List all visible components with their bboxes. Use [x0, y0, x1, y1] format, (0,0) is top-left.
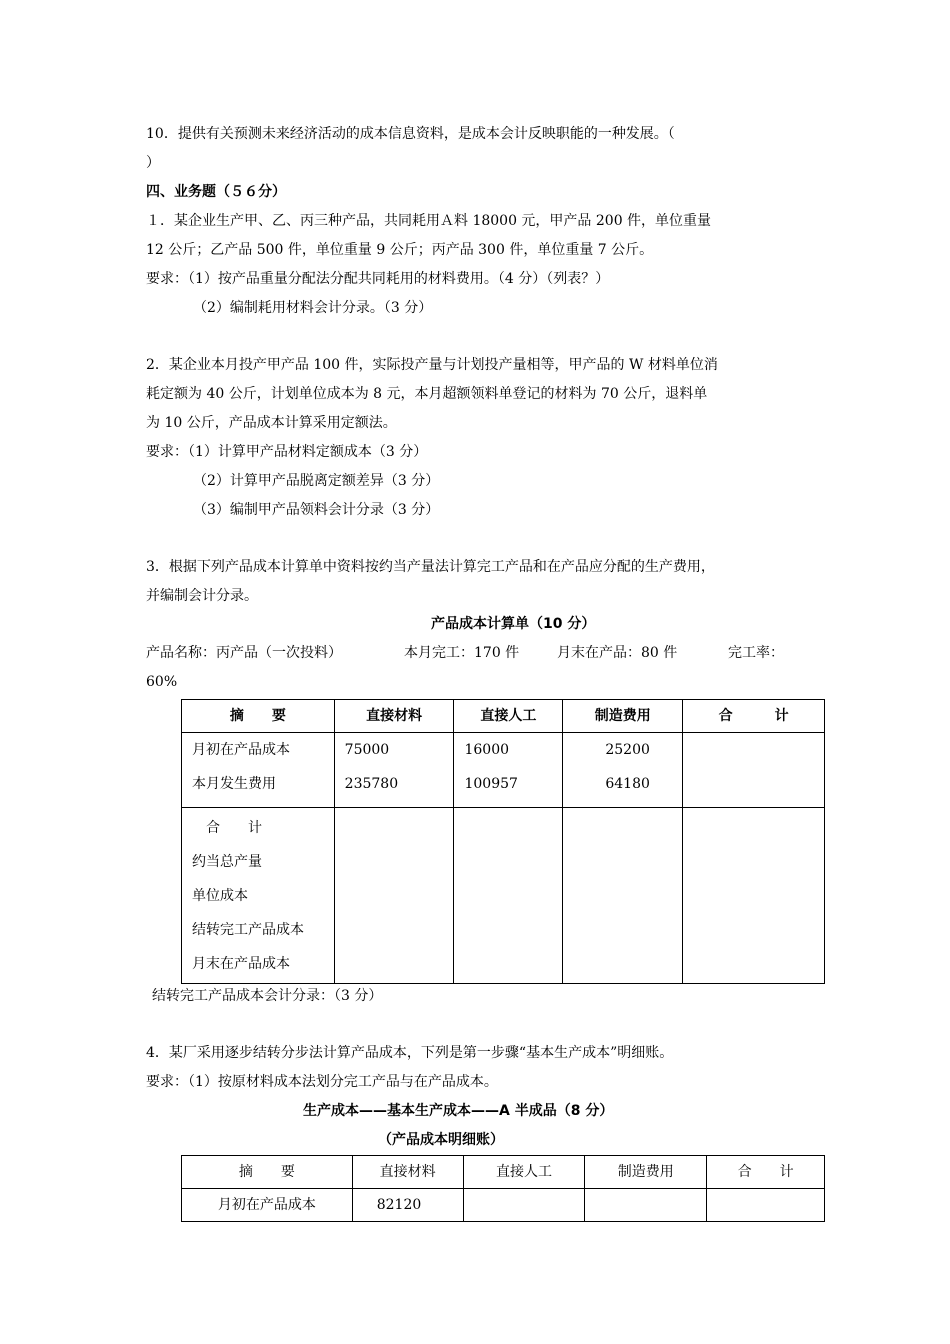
total-blank [683, 808, 825, 984]
table-row [182, 1189, 825, 1222]
material-blank [334, 808, 454, 984]
section-title: 四、业务题（５６分） [146, 184, 286, 200]
overhead-values [563, 733, 683, 808]
header-direct-labor: 直接人工 [463, 1156, 585, 1189]
p2-line-2: 耗定额为 40 公斤，计划单位成本为 8 元，本月超额领料单登记的材料为 70 公斤，退料单 [146, 386, 708, 402]
overhead-opening: 25200 [605, 742, 650, 758]
p4-title-1: 生产成本——基本生产成本——A 半成品（8 分） [303, 1103, 614, 1119]
material-values [334, 733, 454, 808]
p3-completed: 本月完工：170 件 [404, 645, 520, 661]
label-equivalent-units: 约当总产量 [192, 854, 262, 870]
material-current: 235780 [344, 776, 399, 792]
labor-current: 100957 [464, 776, 518, 792]
labor-blank [454, 808, 563, 984]
p1-line-2: 12 公斤；乙产品 500 件，单位重量 9 公斤；丙产品 300 件，单位重量 7 公斤。 [146, 242, 654, 258]
q10-line-1: 10．提供有关预测未来经济活动的成本信息资料，是成本会计反映职能的一种发展。（ [146, 126, 675, 142]
p4-requirement-1: 要求：（1）按原材料成本法划分完工产品与在产品成本。 [146, 1074, 498, 1090]
header-total: 合 计 [683, 700, 825, 733]
q10-line-2: ） [146, 155, 160, 171]
overhead-blank [585, 1189, 707, 1222]
header-overhead: 制造费用 [563, 700, 683, 733]
table-row [182, 808, 825, 984]
p3-line-1: 3．根据下列产品成本计算单中资料按约当产量法计算完工产品和在产品应分配的生产费用， [146, 559, 715, 575]
label-total: 合 计 [192, 820, 262, 836]
overhead-current: 64180 [605, 776, 650, 792]
material-value: 82120 [352, 1189, 463, 1222]
label-opening-wip: 月初在产品成本 [192, 742, 290, 758]
p2-requirement-1: 要求：（1）计算甲产品材料定额成本（3 分） [146, 444, 428, 460]
p1-line-1: １．某企业生产甲、乙、丙三种产品，共同耗用Ａ料 18000 元，甲产品 200 件，单位重量 [146, 213, 712, 229]
label-unit-cost: 单位成本 [192, 888, 248, 904]
header-direct-material: 直接材料 [352, 1156, 463, 1189]
cost-calculation-table [181, 699, 825, 984]
row-labels-b [182, 808, 335, 984]
material-opening: 75000 [344, 742, 390, 758]
p4-line-1: 4．某厂采用逐步结转分步法计算产品成本，下列是第一步骤“基本生产成本”明细账。 [146, 1045, 674, 1061]
p3-completion-rate-label: 完工率： [728, 645, 784, 661]
p3-footer: 结转完工产品成本会计分录：（3 分） [152, 988, 383, 1004]
p3-line-2: 并编制会计分录。 [146, 588, 258, 604]
header-direct-material: 直接材料 [334, 700, 454, 733]
p2-requirement-2: （2）计算甲产品脱离定额差异（3 分） [193, 473, 440, 489]
labor-values [454, 733, 563, 808]
total-blank [707, 1189, 825, 1222]
header-summary: 摘 要 [182, 700, 335, 733]
table-header-row [182, 1156, 825, 1189]
p3-completion-rate-value: 60% [146, 674, 178, 690]
header-overhead: 制造费用 [585, 1156, 707, 1189]
label-ending-wip: 月末在产品成本 [192, 956, 290, 972]
header-direct-labor: 直接人工 [454, 700, 563, 733]
table-row [182, 733, 825, 808]
p2-requirement-3: （3）编制甲产品领料会计分录（3 分） [193, 502, 440, 518]
label-completed-cost: 结转完工产品成本 [192, 922, 304, 938]
row-label: 月初在产品成本 [182, 1189, 353, 1222]
p3-product-name: 产品名称：丙产品（一次投料） [146, 645, 342, 661]
header-total: 合 计 [707, 1156, 825, 1189]
p4-title-2: （产品成本明细账） [378, 1132, 504, 1148]
label-current-cost: 本月发生费用 [192, 776, 276, 792]
labor-opening: 16000 [464, 742, 510, 758]
p2-line-1: 2．某企业本月投产甲产品 100 件，实际投产量与计划投产量相等，甲产品的 W 材料单位消 [146, 357, 718, 373]
table-header-row [182, 700, 825, 733]
p2-line-3: 为 10 公斤，产品成本计算采用定额法。 [146, 415, 397, 431]
p3-table-title: 产品成本计算单（10 分） [431, 616, 596, 632]
p1-requirement-2: （2）编制耗用材料会计分录。（3 分） [193, 300, 433, 316]
row-labels-a [182, 733, 335, 808]
detail-ledger-table [181, 1155, 825, 1222]
header-summary: 摘 要 [182, 1156, 353, 1189]
overhead-blank [563, 808, 683, 984]
labor-blank [463, 1189, 585, 1222]
total-values-a [683, 733, 825, 808]
p3-wip: 月末在产品：80 件 [557, 645, 678, 661]
p1-requirement-1: 要求：（1）按产品重量分配法分配共同耗用的材料费用。（4 分）（列表？） [146, 271, 610, 287]
